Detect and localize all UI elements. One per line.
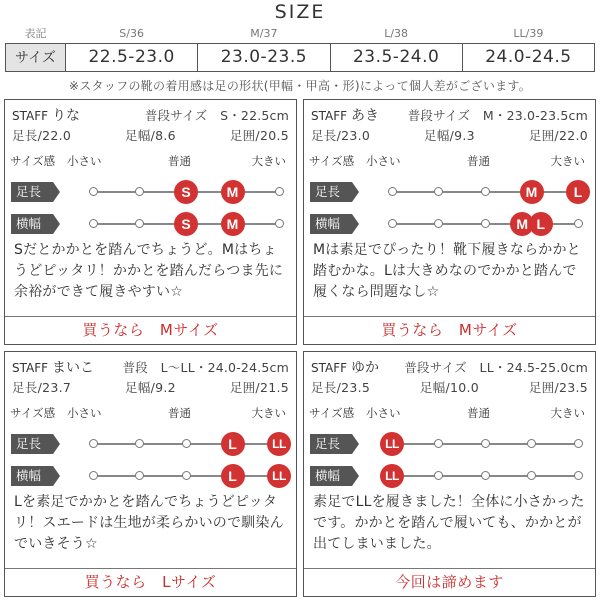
size-header-ll: LL/39	[513, 26, 544, 40]
scale-tick	[135, 219, 144, 228]
foot-width: 足幅/8.6	[125, 128, 176, 143]
scale-big-label: 大きい	[251, 406, 286, 420]
size-mark-l: L	[529, 212, 553, 236]
size-mark-ll: LL	[380, 464, 404, 488]
scale-tick	[434, 219, 443, 228]
staff-header	[311, 105, 588, 123]
scale-tick	[527, 439, 536, 448]
size-table-value-row	[6, 43, 595, 71]
size-mark-l: L	[566, 180, 590, 204]
size-mark-m: M	[221, 212, 245, 236]
scale-header	[5, 153, 296, 169]
staff-header	[12, 105, 289, 123]
staff-card-りな	[4, 99, 297, 345]
scale-tick	[574, 439, 583, 448]
scale-header	[304, 405, 595, 421]
size-value-s: 22.5-23.0	[66, 43, 198, 71]
scale-normal-label: 普通	[168, 154, 191, 168]
size-header-l: L/38	[384, 26, 409, 40]
page-title: SIZE	[274, 1, 326, 23]
foot-girth: 足囲/20.5	[229, 128, 289, 143]
staff-card-あき	[303, 99, 596, 345]
foot-girth: 足囲/21.5	[229, 380, 289, 395]
staff-header	[311, 357, 588, 375]
size-mark-m: M	[520, 180, 544, 204]
purchase-verdict: 買うなら Mサイズ	[5, 316, 296, 344]
foot-measurements	[311, 126, 588, 144]
foot-length: 足長/23.7	[12, 380, 72, 395]
usual-size: 普段 L〜LL・24.0-24.5cm	[122, 360, 289, 375]
usual-size: 普段サイズ LL・24.5-25.0cm	[404, 360, 588, 375]
scale-title: サイズ感	[309, 406, 355, 420]
scale-small-label: 小さい	[366, 154, 401, 168]
foot-width: 足幅/10.0	[419, 380, 480, 395]
staff-name: りな	[52, 108, 81, 124]
purchase-verdict: 今回は諦めます	[304, 568, 595, 596]
scale-tick	[135, 439, 144, 448]
size-header-s: S/36	[119, 26, 144, 40]
scale-normal-label: 普通	[467, 406, 490, 420]
staff-comment: Mは素足でぴったり！靴下履きならかかと踏むかな。Lは大きめなのでかかと踏んで履くなら問題なし☆	[313, 242, 581, 300]
scale-small-label: 小さい	[67, 154, 102, 168]
scale-title: サイズ感	[10, 406, 56, 420]
foot-length: 足長/22.0	[12, 128, 72, 143]
staff-name: あき	[351, 108, 380, 124]
scale-title: サイズ感	[10, 154, 56, 168]
scale-tick	[135, 471, 144, 480]
width-scale	[392, 210, 578, 238]
length-row-label: 足長	[11, 434, 53, 454]
size-mark-ll: LL	[267, 464, 291, 488]
width-row-label: 横幅	[11, 466, 53, 486]
scale-tick	[275, 187, 284, 196]
purchase-verdict: 買うなら Lサイズ	[5, 568, 296, 596]
staff-card-ゆか	[303, 351, 596, 597]
width-row-label: 横幅	[310, 214, 352, 234]
length-scale	[392, 178, 583, 206]
staff-label: STAFF	[12, 361, 49, 375]
staff-comment: Lを素足でかかとを踏んでちょうどピッタリ！スエードは生地が柔らかいので馴染んでいきそう☆	[14, 494, 284, 552]
scale-tick	[388, 187, 397, 196]
foot-girth: 足囲/23.5	[528, 380, 588, 395]
scale-tick	[481, 219, 490, 228]
staff-label: STAFF	[12, 109, 49, 123]
scale-title: サイズ感	[309, 154, 355, 168]
usual-size: 普段サイズ M・23.0-23.5cm	[407, 108, 588, 123]
scale-tick	[275, 219, 284, 228]
width-scale	[93, 462, 286, 490]
scale-tick	[182, 439, 191, 448]
foot-measurements	[12, 378, 289, 396]
scale-tick	[89, 219, 98, 228]
scale-tick	[388, 219, 397, 228]
staff-label: STAFF	[311, 361, 348, 375]
size-mark-s: S	[174, 212, 198, 236]
size-table-header-label: 表記	[24, 27, 47, 41]
staff-comment: 素足でLLを履きました！全体に小さかったです。かかとを踏んで履いても、かかとが出てしまいました。	[313, 494, 585, 552]
scale-tick	[89, 439, 98, 448]
scale-normal-label: 普通	[467, 154, 490, 168]
size-mark-ll: LL	[380, 432, 404, 456]
staff-name: まいこ	[52, 360, 95, 376]
scale-big-label: 大きい	[251, 154, 286, 168]
fit-disclaimer: ※スタッフの靴の着用感は足の形状(甲幅・甲高・形)によって個人差がございます。	[68, 79, 532, 93]
width-row-label: 横幅	[11, 214, 53, 234]
size-table-header-row	[6, 24, 595, 43]
scale-tick	[89, 471, 98, 480]
scale-tick	[481, 187, 490, 196]
scale-tick	[527, 471, 536, 480]
width-row-label: 横幅	[310, 466, 352, 486]
scale-tick	[574, 471, 583, 480]
staff-header	[12, 357, 289, 375]
size-mark-m: M	[510, 212, 534, 236]
length-scale	[93, 178, 279, 206]
length-scale	[385, 430, 578, 458]
scale-big-label: 大きい	[550, 154, 585, 168]
size-header-m: M/37	[250, 26, 278, 40]
scale-big-label: 大きい	[550, 406, 585, 420]
scale-tick	[135, 187, 144, 196]
size-value-m: 23.0-23.5	[198, 43, 330, 71]
scale-small-label: 小さい	[366, 406, 401, 420]
scale-header	[5, 405, 296, 421]
usual-size: 普段サイズ S・22.5cm	[144, 108, 289, 123]
length-row-label: 足長	[310, 434, 352, 454]
foot-length: 足長/23.0	[311, 128, 371, 143]
scale-tick	[434, 187, 443, 196]
scale-tick	[481, 471, 490, 480]
foot-length: 足長/23.5	[311, 380, 371, 395]
staff-comment: Sだとかかとを踏んでちょうど。Mはちょうどピッタリ！かかとを踏んだらつま先に余裕ができて履きやすい☆	[14, 242, 284, 300]
size-value-l: 23.5-24.0	[330, 43, 462, 71]
size-mark-l: L	[221, 432, 245, 456]
staff-label: STAFF	[311, 109, 348, 123]
scale-tick	[434, 471, 443, 480]
scale-small-label: 小さい	[67, 406, 102, 420]
width-scale	[93, 210, 279, 238]
size-value-ll: 24.0-24.5	[462, 43, 594, 71]
size-table-row-label: サイズ	[6, 43, 66, 71]
scale-header	[304, 153, 595, 169]
size-mark-l: L	[221, 464, 245, 488]
scale-normal-label: 普通	[168, 406, 191, 420]
length-scale	[93, 430, 286, 458]
size-table	[5, 24, 595, 72]
size-mark-s: S	[174, 180, 198, 204]
foot-measurements	[311, 378, 588, 396]
purchase-verdict: 買うなら Mサイズ	[304, 316, 595, 344]
scale-tick	[89, 187, 98, 196]
staff-name: ゆか	[351, 360, 380, 376]
scale-tick	[574, 219, 583, 228]
length-row-label: 足長	[310, 182, 352, 202]
size-mark-m: M	[221, 180, 245, 204]
foot-width: 足幅/9.3	[424, 128, 475, 143]
length-row-label: 足長	[11, 182, 53, 202]
scale-tick	[182, 471, 191, 480]
foot-width: 足幅/9.2	[125, 380, 176, 395]
scale-tick	[481, 439, 490, 448]
foot-girth: 足囲/22.0	[528, 128, 588, 143]
scale-tick	[434, 439, 443, 448]
width-scale	[385, 462, 578, 490]
size-mark-ll: LL	[267, 432, 291, 456]
staff-card-まいこ	[4, 351, 297, 597]
foot-measurements	[12, 126, 289, 144]
